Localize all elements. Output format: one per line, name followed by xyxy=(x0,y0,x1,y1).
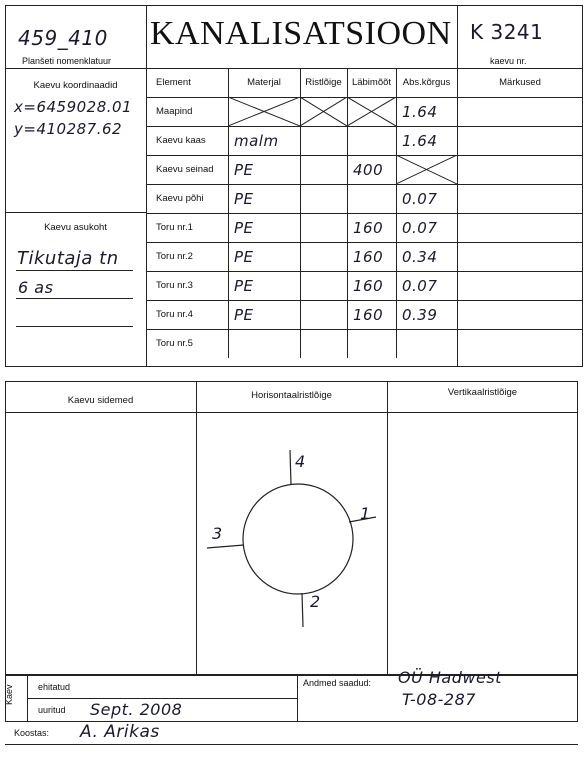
table-cell-notes xyxy=(457,213,583,242)
pipe-label-1: 1 xyxy=(360,504,371,523)
divider xyxy=(5,212,146,213)
table-cell-diameter xyxy=(347,184,396,213)
sheet-label: Planšeti nomenklatuur xyxy=(22,56,112,66)
crossed-out-cell xyxy=(347,97,396,126)
row-label: Toru nr.3 xyxy=(156,280,193,291)
table-cell-diameter: 160 xyxy=(353,247,384,266)
divider xyxy=(16,270,133,271)
crossed-out-cell xyxy=(228,97,300,126)
table-cell-diameter xyxy=(347,329,396,358)
surveyed-value: Sept. 2008 xyxy=(90,700,183,719)
horizontal-section-heading: Horisontaalristlõige xyxy=(251,390,332,401)
table-cell-material: PE xyxy=(234,160,254,179)
table-cell-notes xyxy=(457,126,583,155)
table-cell-crosssection xyxy=(300,242,347,271)
pipe-label-4: 4 xyxy=(295,452,306,471)
table-cell-material: PE xyxy=(234,218,254,237)
coordinate-x: x=6459028.01 xyxy=(14,98,133,116)
table-cell-diameter: 160 xyxy=(353,305,384,324)
pipe-line xyxy=(290,450,291,485)
row-label: Toru nr.1 xyxy=(156,222,193,233)
row-label: Maapind xyxy=(156,106,193,117)
table-header: Abs.kõrgus xyxy=(402,77,451,88)
location-label: Kaevu asukoht xyxy=(44,222,107,233)
table-cell-height: 0.07 xyxy=(402,218,438,237)
crossed-out-cell xyxy=(396,155,457,184)
table-cell-diameter: 400 xyxy=(353,160,384,179)
links-heading: Kaevu sidemed xyxy=(67,395,134,406)
table-header: Läbimõõt xyxy=(351,77,392,88)
horizontal-section-drawing xyxy=(196,412,387,675)
well-number: K 3241 xyxy=(470,20,544,44)
table-cell-crosssection xyxy=(300,126,347,155)
coordinates-label: Kaevu koordinaadid xyxy=(33,80,118,91)
coordinate-y: y=410287.62 xyxy=(14,120,123,138)
manhole-circle xyxy=(243,484,353,594)
data-from-label: Andmed saadud: xyxy=(303,678,372,688)
table-cell-crosssection xyxy=(300,184,347,213)
location-number: 6 as xyxy=(18,278,54,297)
table-cell-notes xyxy=(457,242,583,271)
table-cell-crosssection xyxy=(300,329,347,358)
row-label: Toru nr.4 xyxy=(156,309,193,320)
table-cell-notes xyxy=(457,155,583,184)
row-label: Toru nr.2 xyxy=(156,251,193,262)
divider xyxy=(27,698,297,699)
table-cell-height: 1.64 xyxy=(402,102,438,121)
table-cell-notes xyxy=(457,300,583,329)
row-label: Toru nr.5 xyxy=(156,338,193,349)
table-header: Ristlõige xyxy=(305,77,342,88)
table-cell-notes xyxy=(457,184,583,213)
table-cell-height: 0.34 xyxy=(402,247,438,266)
table-cell-crosssection xyxy=(300,213,347,242)
table-cell-height: 0.07 xyxy=(402,276,438,295)
divider xyxy=(16,298,133,299)
table-header: Element xyxy=(156,77,191,88)
well-number-label: kaevu nr. xyxy=(490,56,527,66)
row-label: Kaevu kaas xyxy=(156,135,206,146)
divider xyxy=(16,326,133,327)
data-from-value: OÜ Hadwest xyxy=(398,668,502,687)
sheet-number: 459_410 xyxy=(18,26,108,50)
data-from-ref: T-08-287 xyxy=(402,690,476,709)
table-cell-material xyxy=(228,329,300,358)
surveyed-label: uuritud xyxy=(38,705,66,715)
table-cell-material: malm xyxy=(234,131,279,150)
crossed-out-cell xyxy=(300,97,347,126)
table-cell-notes xyxy=(457,97,583,126)
table-cell-height xyxy=(396,329,457,358)
kaev-label: Kaev xyxy=(4,684,14,705)
compiled-value: A. Arikas xyxy=(80,722,160,742)
table-header: Materjal xyxy=(247,77,281,88)
location-street: Tikutaja tn xyxy=(17,248,119,269)
pipe-line xyxy=(207,545,244,548)
table-cell-material: PE xyxy=(234,305,254,324)
table-cell-height: 1.64 xyxy=(402,131,438,150)
pipe-label-3: 3 xyxy=(212,524,223,543)
table-cell-notes xyxy=(457,271,583,300)
table-cell-material: PE xyxy=(234,247,254,266)
table-cell-material: PE xyxy=(234,276,254,295)
page-title: KANALISATSIOON xyxy=(150,15,452,52)
table-cell-crosssection xyxy=(300,155,347,184)
table-cell-diameter: 160 xyxy=(353,276,384,295)
row-label: Kaevu seinad xyxy=(156,164,214,175)
pipe-line xyxy=(302,593,303,627)
row-label: Kaevu põhi xyxy=(156,193,204,204)
vertical-section-heading: Vertikaalristlõige xyxy=(447,387,518,398)
table-cell-height: 0.39 xyxy=(402,305,438,324)
divider xyxy=(387,381,388,675)
table-cell-diameter xyxy=(347,126,396,155)
table-cell-crosssection xyxy=(300,271,347,300)
table-cell-material: PE xyxy=(234,189,254,208)
table-cell-diameter: 160 xyxy=(353,218,384,237)
built-label: ehitatud xyxy=(38,682,71,692)
table-header: Märkused xyxy=(499,77,541,88)
pipe-label-2: 2 xyxy=(310,592,321,611)
divider xyxy=(5,744,578,745)
table-cell-crosssection xyxy=(300,300,347,329)
compiled-label: Koostas: xyxy=(14,728,50,738)
divider xyxy=(297,675,298,722)
table-cell-height: 0.07 xyxy=(402,189,438,208)
table-cell-notes xyxy=(457,329,583,358)
